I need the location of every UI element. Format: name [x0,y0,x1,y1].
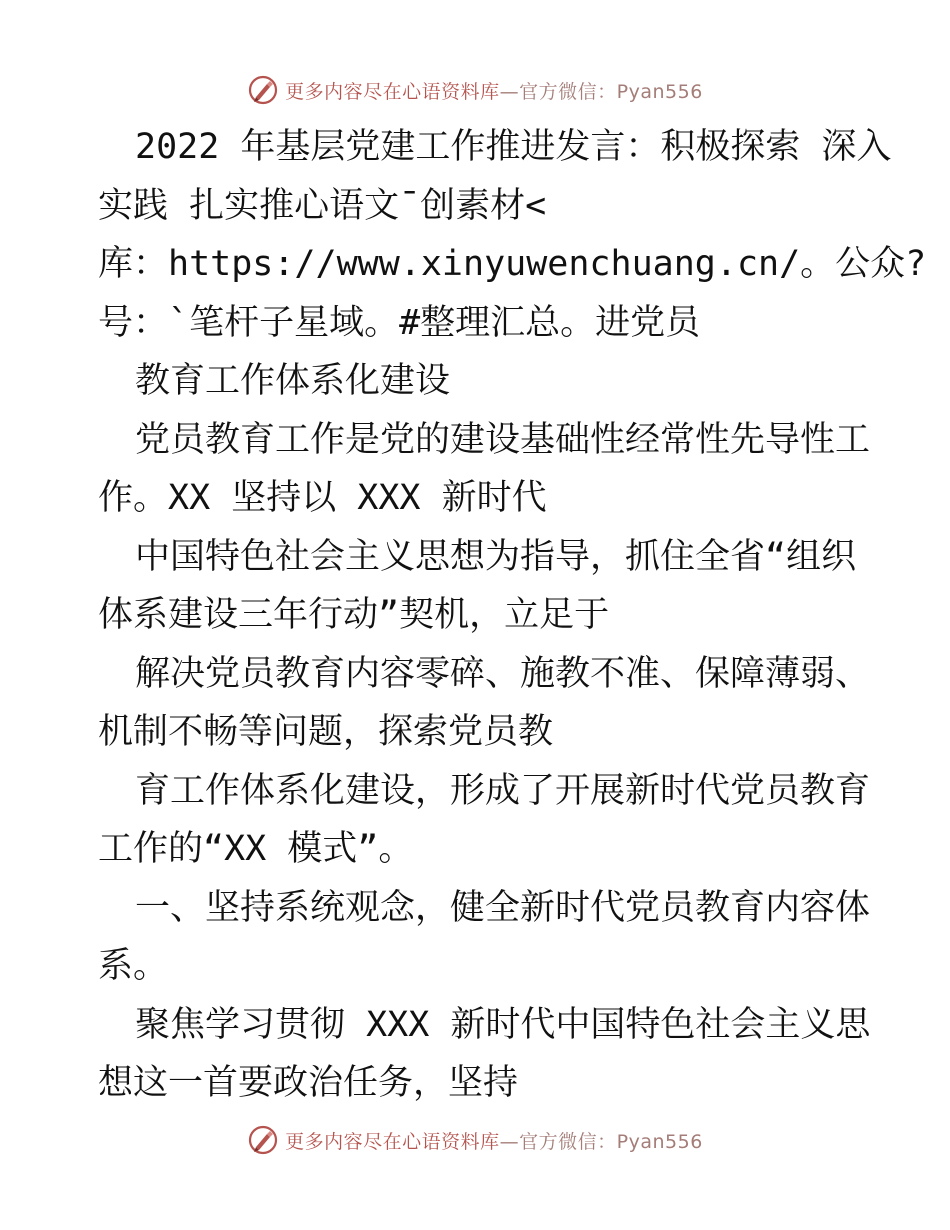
body-line: 作。XX 坚持以 XXX 新时代 [98,478,547,518]
body-line: 2022 年基层党建工作推进发言：积极探索 深入 [135,127,892,167]
body-line: 机制不畅等问题，探索党员教 [98,712,554,752]
body-line: 库：https://www.xinyuwenchuang.cn/。公众? [98,244,927,284]
body-line: 聚焦学习贯彻 XXX 新时代中国特色社会主义思 [135,1004,871,1045]
body-line: 系。 [98,946,169,986]
body-line: 一、坚持系统观念，健全新时代党员教育内容体 [135,887,871,928]
body-line: 实践 扎实推心语文¯创素材< [98,185,547,226]
document-body [98,118,927,1113]
pen-logo-icon [247,74,279,106]
watermark-footer [0,1120,950,1160]
body-line: 解决党员教育内容零碎、施教不准、保障薄弱、 [135,653,871,694]
watermark-text: 更多内容尽在心语资料库—官方微信：Pyan556 [285,1130,703,1153]
body-line: 想这一首要政治任务，坚持 [98,1063,519,1103]
body-line: 教育工作体系化建设 [135,361,451,401]
body-line: 育工作体系化建设，形成了开展新时代党员教育 [135,770,871,811]
watermark-text: 更多内容尽在心语资料库—官方微信：Pyan556 [285,80,703,103]
watermark-header [0,70,950,110]
pen-logo-icon [247,1124,279,1156]
body-line: 体系建设三年行动”契机，立足于 [98,595,610,635]
body-line: 中国特色社会主义思想为指导，抓住全省“组织 [135,536,857,577]
body-line: 党员教育工作是党的建设基础性经常性先导性工 [135,419,871,460]
body-line: 工作的“XX 模式”。 [98,829,414,869]
body-line: 号：`笔杆子星域。#整理汇总。进党员 [98,302,701,343]
